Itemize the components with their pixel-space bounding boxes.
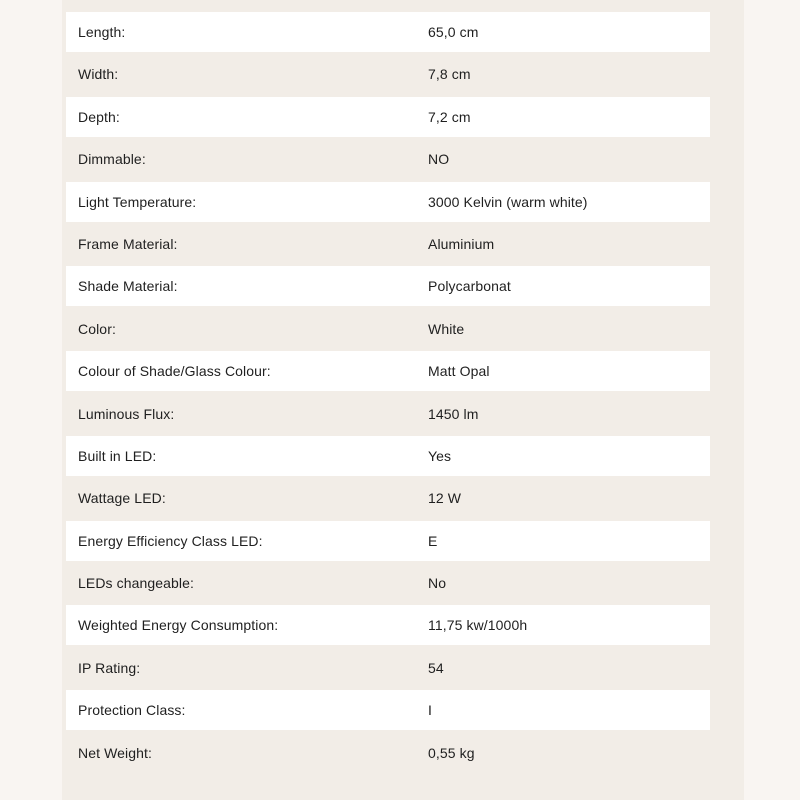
spec-row-luminous-flux — [66, 394, 710, 434]
spec-row-shade-material — [66, 266, 710, 306]
spec-row-ip-rating — [66, 648, 710, 688]
spec-label: Length: — [78, 24, 126, 40]
spec-label: Protection Class: — [78, 702, 186, 719]
spec-label: Weighted Energy Consumption: — [78, 617, 279, 634]
spec-value: 7,8 cm — [428, 66, 471, 83]
spec-label: Energy Efficiency Class LED: — [78, 532, 263, 549]
spec-row-net-weight — [66, 733, 710, 773]
spec-row-length — [66, 12, 710, 52]
spec-value: 12 W — [428, 490, 462, 507]
spec-value: 65,0 cm — [428, 24, 479, 40]
spec-value: Aluminium — [428, 235, 495, 252]
spec-value: E — [428, 532, 438, 549]
spec-value: I — [428, 702, 432, 719]
spec-label: IP Rating: — [78, 659, 141, 676]
spec-row-light-temperature — [66, 182, 710, 222]
spec-value: No — [428, 575, 447, 592]
spec-label: Depth: — [78, 108, 120, 125]
spec-value: Yes — [428, 447, 452, 464]
spec-row-width — [66, 54, 710, 94]
spec-row-protection-class — [66, 690, 710, 730]
spec-value: 54 — [428, 659, 444, 676]
spec-row-wattage-led — [66, 478, 710, 518]
spec-label: Luminous Flux: — [78, 405, 175, 422]
spec-row-shade-colour — [66, 351, 710, 391]
spec-label: Width: — [78, 66, 119, 83]
spec-row-leds-changeable — [66, 563, 710, 603]
spec-table — [62, 0, 744, 773]
spec-label: Built in LED: — [78, 447, 157, 464]
spec-label: Colour of Shade/Glass Colour: — [78, 363, 271, 380]
spec-label: LEDs changeable: — [78, 575, 195, 592]
spec-row-depth — [66, 97, 710, 137]
spec-label: Color: — [78, 320, 116, 337]
spec-row-built-in-led — [66, 436, 710, 476]
spec-row-weighted-energy-consumption — [66, 605, 710, 645]
spec-value: 11,75 kw/1000h — [428, 617, 528, 634]
spec-value: Polycarbonat — [428, 278, 511, 295]
spec-label: Light Temperature: — [78, 193, 197, 210]
spec-value: 7,2 cm — [428, 108, 471, 125]
spec-row-energy-efficiency-class — [66, 521, 710, 561]
spec-label: Wattage LED: — [78, 490, 166, 507]
spec-row-dimmable — [66, 139, 710, 179]
spec-row-color — [66, 309, 710, 349]
spec-label: Net Weight: — [78, 744, 152, 761]
spec-value: 3000 Kelvin (warm white) — [428, 193, 588, 210]
spec-value: NO — [428, 151, 450, 168]
spec-value: Matt Opal — [428, 363, 490, 380]
spec-value: 0,55 kg — [428, 744, 475, 761]
spec-label: Shade Material: — [78, 278, 178, 295]
spec-label: Dimmable: — [78, 151, 146, 168]
spec-value: 1450 lm — [428, 405, 479, 422]
spec-label: Frame Material: — [78, 235, 178, 252]
spec-value: White — [428, 320, 465, 337]
specifications-panel — [62, 0, 744, 800]
spec-row-frame-material — [66, 224, 710, 264]
